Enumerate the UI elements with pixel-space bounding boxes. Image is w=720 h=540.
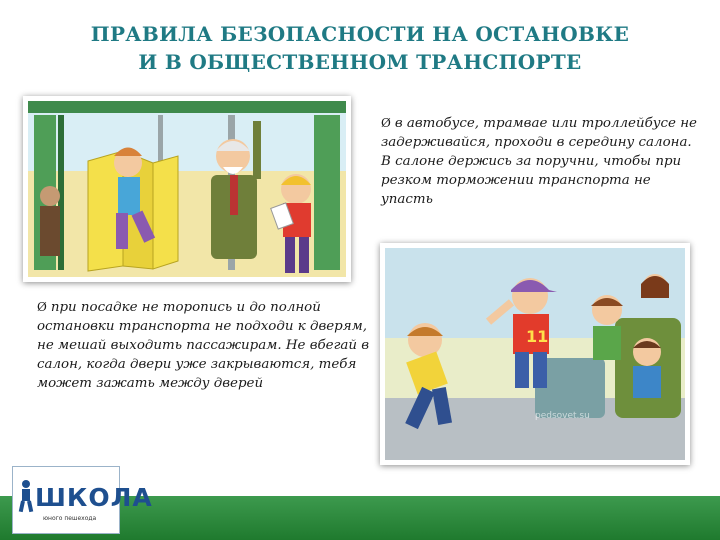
rule-2-text: при посадке не торопись и до полной остановки транспорта не подходи к дверям, не мешай выходить пассажирам. Не вбегай в салон, когда двери уже закрываются, тебя может зажать между дверей — [37, 300, 370, 391]
bus-braking-illustration — [385, 248, 685, 460]
rule-1-text: в автобусе, трамвае или троллейбусе не задерживайся, проходи в середину салона. В салоне держись за поручни, чтобы при резком торможении транспорта не упасть — [381, 116, 697, 207]
logo-subtitle: юного пешехода — [43, 515, 97, 522]
school-logo — [12, 466, 153, 534]
watermark-text: pedsovet.su — [535, 411, 590, 421]
svg-text:11: 11 — [526, 327, 549, 346]
title-line-2: И В ОБЩЕСТВЕННОМ ТРАНСПОРТЕ — [138, 50, 582, 74]
rule-text-2 — [37, 298, 372, 393]
bullet-arrow-icon: Ø — [381, 116, 391, 130]
pedestrian-icon — [16, 479, 36, 513]
title-line-1: ПРАВИЛА БЕЗОПАСНОСТИ НА ОСТАНОВКЕ — [90, 22, 630, 46]
top-illustration — [23, 96, 351, 282]
bottom-illustration — [380, 243, 690, 465]
rule-text-1 — [381, 114, 701, 209]
bus-doors-illustration — [28, 101, 346, 277]
logo-word: ШКОЛА — [35, 483, 153, 512]
slide-title — [40, 20, 680, 76]
bullet-arrow-icon: Ø — [37, 300, 47, 314]
